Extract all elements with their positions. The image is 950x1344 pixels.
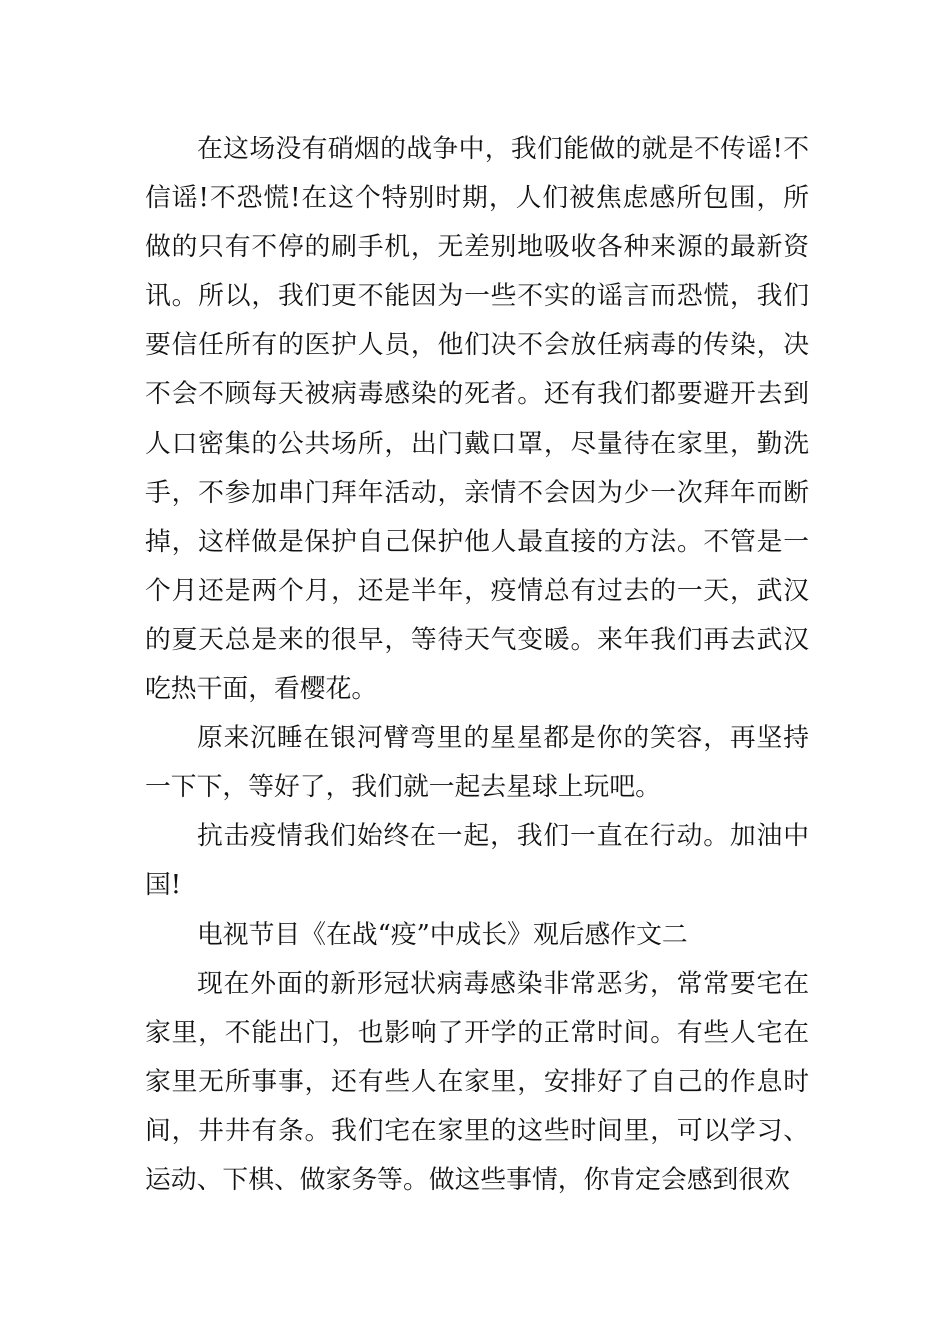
paragraph-prevention: 在这场没有硝烟的战争中，我们能做的就是不传谣!不信谣!不恐慌!在这个特别时期，人们被焦虑感所包围，所做的只有不停的刷手机，无差别地吸收各种来源的最新资讯。所以，我们更不能因为一些不实的谣言而恐慌，我们要信任所有的医护人员，他们决不会放任病毒的传染，决不会不顾每天被病毒感染的死者。还有我们都要避开去到人口密集的公共场所，出门戴口罩，尽量待在家里，勤洗手，不参加串门拜年活动，亲情不会因为少一次拜年而断掉，这样做是保护自己保护他人最直接的方法。不管是一个月还是两个月，还是半年，疫情总有过去的一天，武汉的夏天总是来的很早，等待天气变暖。来年我们再去武汉吃热干面，看樱花。 xyxy=(145,134,809,705)
paragraph-stars: 原来沉睡在银河臂弯里的星星都是你的笑容，再坚持一下下，等好了，我们就一起去星球上玩吧。 xyxy=(145,723,809,803)
document-body xyxy=(145,125,809,1205)
paragraph-together: 抗击疫情我们始终在一起，我们一直在行动。加油中国! xyxy=(145,821,809,901)
section-title: 电视节目《在战“疫”中成长》观后感作文二 xyxy=(197,919,688,950)
paragraph-stay-home: 现在外面的新形冠状病毒感染非常恶劣，常常要宅在家里，不能出门，也影响了开学的正常时间。有些人宅在家里无所事事，还有些人在家里，安排好了自己的作息时间，井井有条。我们宅在家里的这些时间里，可以学习、运动、下棋、做家务等。做这些事情，你肯定会感到很欢 xyxy=(145,968,809,1195)
